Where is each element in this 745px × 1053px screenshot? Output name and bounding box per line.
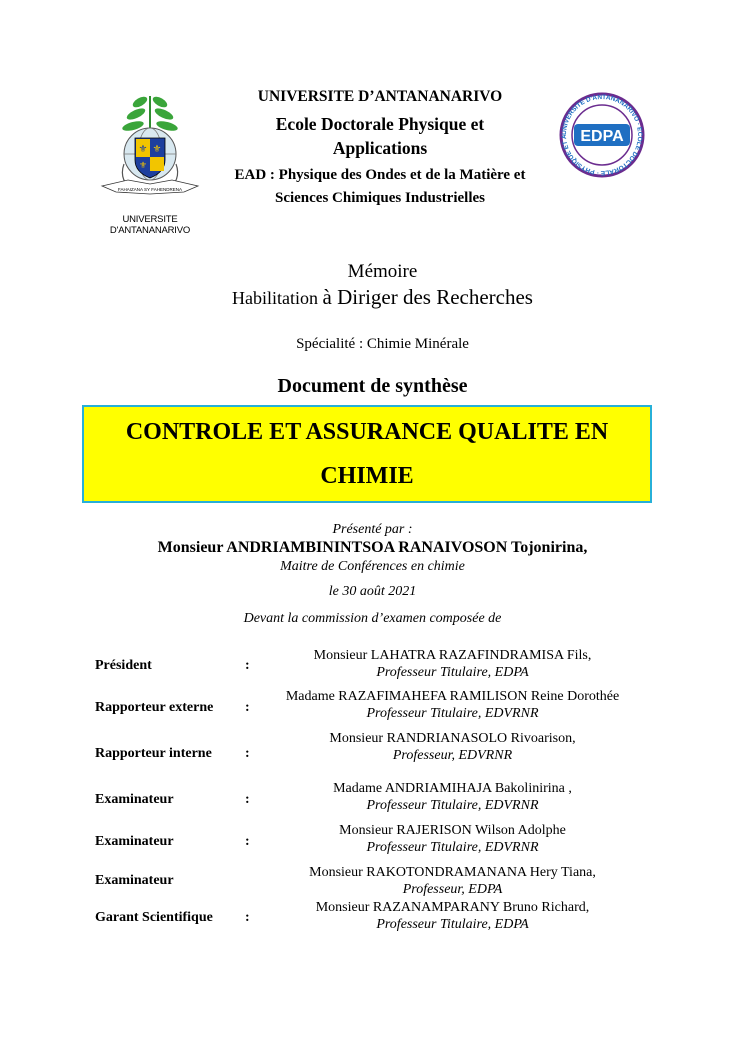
svg-text:EDPA: EDPA (580, 128, 624, 145)
jury-member-name: Monsieur RAZANAMPARANY Bruno Richard, (315, 900, 590, 915)
jury-member-affiliation: Professeur, EDVRNR (392, 748, 513, 763)
jury-member (260, 899, 645, 933)
ead-name: EAD : Physique des Ondes et de la Matière et Sciences Chimiques Industrielles (234, 167, 526, 206)
jury-colon: : (245, 792, 250, 807)
jury-member-affiliation: Professeur, EDPA (402, 882, 503, 897)
jury-member-affiliation: Professeur Titulaire, EDVRNR (366, 840, 539, 855)
defense-date: le 30 août 2021 (328, 584, 417, 599)
memoire-label: Mémoire (347, 261, 418, 282)
jury-role: Examinateur (95, 834, 174, 849)
candidate-title: Maitre de Conférences en chimie (280, 559, 465, 574)
jury-member-affiliation: Professeur Titulaire, EDPA (376, 665, 529, 680)
habilitation-small: Habilitation (232, 288, 323, 308)
edpa-logo (546, 92, 658, 178)
habilitation-title (0, 285, 745, 310)
jury-colon: : (245, 746, 250, 761)
candidate-name: Monsieur ANDRIAMBININTSOA RANAIVOSON Tojonirina, (157, 539, 588, 556)
jury-member-name: Monsieur RAKOTONDRAMANANA Hery Tiana, (309, 865, 596, 880)
jury-colon: : (245, 910, 250, 925)
svg-text:⚜: ⚜ (138, 144, 148, 155)
main-title: CONTROLE ET ASSURANCE QUALITE EN CHIMIE (125, 419, 609, 489)
document-type: Document de synthèse (277, 375, 468, 397)
jury-member-name: Monsieur RAJERISON Wilson Adolphe (339, 823, 566, 838)
svg-text:FAHAIZANA SY FAHENDRENA: FAHAIZANA SY FAHENDRENA (118, 187, 182, 192)
jury-member-name: Monsieur RANDRIANASOLO Rivoarison, (329, 731, 576, 746)
jury-role: Examinateur (95, 792, 174, 807)
jury-member-name: Madame RAZAFIMAHEFA RAMILISON Reine Dorothée (285, 689, 620, 704)
svg-text:⚜: ⚜ (152, 144, 162, 155)
jury-member (260, 864, 645, 898)
university-name: UNIVERSITE D’ANTANANARIVO (257, 88, 503, 105)
jury-role: Examinateur (95, 873, 174, 888)
habilitation-big: à Diriger des Recherches (322, 285, 533, 309)
specialite: Spécialité : Chimie Minérale (296, 336, 469, 352)
jury-member (260, 647, 645, 681)
university-logo-caption: UNIVERSITE D'ANTANANARIVO (109, 214, 191, 236)
doctoral-school-name: Ecole Doctorale Physique et Applications (275, 114, 485, 158)
jury-colon: : (245, 658, 250, 673)
university-logo (88, 88, 213, 233)
jury-member (260, 688, 645, 722)
title-box (82, 405, 652, 503)
presented-by-label: Présenté par : (332, 522, 413, 537)
jury-member (260, 822, 645, 856)
commission-label: Devant la commission d’examen composée de (243, 611, 502, 626)
jury-member (260, 780, 645, 814)
jury-role: Rapporteur externe (95, 700, 214, 715)
svg-text:⚜: ⚜ (138, 160, 148, 170)
jury-colon: : (245, 700, 250, 715)
jury-role: Garant Scientifique (95, 910, 213, 925)
jury-role: Rapporteur interne (95, 746, 212, 761)
jury-member-name: Madame ANDRIAMIHAJA Bakolinirina , (333, 781, 572, 796)
edpa-emblem-icon (546, 92, 658, 178)
jury-member-affiliation: Professeur Titulaire, EDPA (376, 917, 529, 932)
svg-text:UNIVERSITE D'ANTANANARIVO · EC: UNIVERSITE D'ANTANANARIVO · ECOLE DOCTORALE · PHYSIQUE ET A (560, 93, 644, 177)
jury-member (260, 730, 645, 764)
jury-member-affiliation: Professeur Titulaire, EDVRNR (366, 706, 539, 721)
university-emblem-icon (88, 88, 213, 218)
jury-member-name: Monsieur LAHATRA RAZAFINDRAMISA Fils, (313, 648, 592, 663)
jury-member-affiliation: Professeur Titulaire, EDVRNR (366, 798, 539, 813)
jury-colon: : (245, 834, 250, 849)
jury-role: Président (95, 658, 152, 673)
